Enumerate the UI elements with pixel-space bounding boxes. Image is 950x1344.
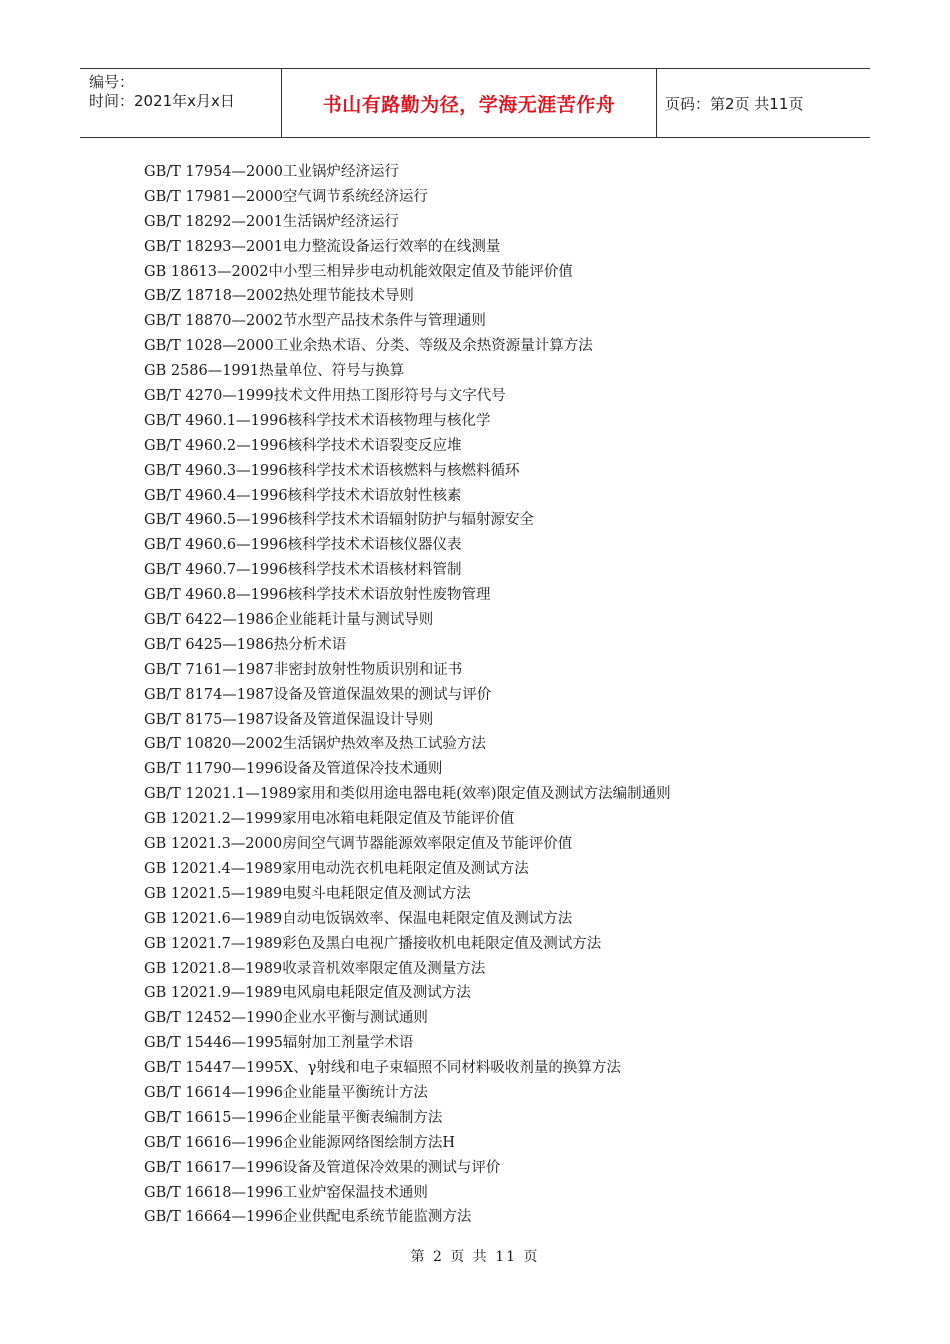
header-page-info: 页码：第2页 共11页 bbox=[665, 94, 804, 113]
standard-item: GB/T 4960.7—1996核科学技术术语核材料管制 bbox=[144, 562, 462, 579]
standard-item: GB/T 16614—1996企业能量平衡统计方法 bbox=[144, 1084, 428, 1101]
standard-item: GB/T 18293—2001电力整流设备运行效率的在线测量 bbox=[144, 238, 501, 255]
time-label: 时间：2021年x月x日 bbox=[89, 92, 235, 110]
standard-item: GB 12021.4—1989家用电动洗衣机电耗限定值及测试方法 bbox=[144, 860, 529, 877]
page-footer: 第 2 页 共 11 页 bbox=[410, 1249, 540, 1265]
standard-item: GB 12021.7—1989彩色及黑白电视广播接收机电耗限定值及测试方法 bbox=[144, 935, 602, 952]
standard-item: GB/T 16664—1996企业供配电系统节能监测方法 bbox=[144, 1209, 472, 1226]
standard-item: GB/T 1028—2000工业余热术语、分类、等级及余热资源量计算方法 bbox=[144, 338, 593, 355]
code-label: 编号： bbox=[89, 73, 135, 91]
standard-item: GB/T 15447—1995X、γ射线和电子束辐照不同材料吸收剂量的换算方法 bbox=[144, 1060, 621, 1077]
standard-item: GB/T 12021.1—1989家用和类似用途电器电耗(效率)限定值及测试方法编制通则 bbox=[144, 786, 671, 803]
standards-list bbox=[144, 160, 864, 1230]
standard-item: GB/T 11790—1996设备及管道保冷技术通则 bbox=[144, 761, 443, 778]
standard-item: GB/T 4960.5—1996核科学技术术语辐射防护与辐射源安全 bbox=[144, 512, 535, 529]
standard-item: GB 18613—2002中小型三相异步电动机能效限定值及节能评价值 bbox=[144, 263, 573, 280]
standard-item: GB/T 15446—1995辐射加工剂量学术语 bbox=[144, 1035, 414, 1052]
standard-item: GB/T 4960.1—1996核科学技术术语核物理与核化学 bbox=[144, 412, 491, 429]
standard-item: GB/T 8174—1987设备及管道保温效果的测试与评价 bbox=[144, 686, 492, 703]
standard-item: GB/T 6422—1986企业能耗计量与测试导则 bbox=[144, 612, 434, 629]
standard-item: GB/T 18870—2002节水型产品技术条件与管理通则 bbox=[144, 313, 486, 330]
standard-item: GB 12021.2—1999家用电冰箱电耗限定值及节能评价值 bbox=[144, 811, 515, 828]
standard-item: GB/T 4960.3—1996核科学技术术语核燃料与核燃料循环 bbox=[144, 462, 520, 479]
standard-item: GB 2586—1991热量单位、符号与换算 bbox=[144, 363, 405, 380]
standard-item: GB/T 16615—1996企业能量平衡表编制方法 bbox=[144, 1109, 443, 1126]
standard-item: GB/T 16617—1996设备及管道保冷效果的测试与评价 bbox=[144, 1159, 501, 1176]
standard-item: GB/T 16616—1996企业能源网络图绘制方法H bbox=[144, 1134, 456, 1151]
header-meta bbox=[80, 69, 282, 137]
standard-item: GB/T 4960.6—1996核科学技术术语核仪器仪表 bbox=[144, 537, 462, 554]
standard-item: GB/T 7161—1987非密封放射性物质识别和证书 bbox=[144, 661, 463, 678]
standard-item: GB/T 8175—1987设备及管道保温设计导则 bbox=[144, 711, 434, 728]
standard-item: GB/T 17981—2000空气调节系统经济运行 bbox=[144, 188, 428, 205]
standard-item: GB 12021.8—1989收录音机效率限定值及测量方法 bbox=[144, 960, 486, 977]
standard-item: GB 12021.5—1989电熨斗电耗限定值及测试方法 bbox=[144, 885, 471, 902]
standard-item: GB/T 6425—1986热分析术语 bbox=[144, 636, 347, 653]
standard-item: GB/T 10820—2002生活锅炉热效率及热工试验方法 bbox=[144, 736, 486, 753]
standard-item: GB/T 4960.8—1996核科学技术术语放射性废物管理 bbox=[144, 587, 491, 604]
standard-item: GB/T 4960.4—1996核科学技术术语放射性核素 bbox=[144, 487, 462, 504]
header-motto: 书山有路勤为径，学海无涯苦作舟 bbox=[282, 69, 657, 137]
standard-item: GB/T 4270—1999技术文件用热工图形符号与文字代号 bbox=[144, 388, 506, 405]
standard-item: GB 12021.6—1989自动电饭锅效率、保温电耗限定值及测试方法 bbox=[144, 910, 573, 927]
standard-item: GB 12021.3—2000房间空气调节器能源效率限定值及节能评价值 bbox=[144, 836, 573, 853]
standard-item: GB/T 16618—1996工业炉窑保温技术通则 bbox=[144, 1184, 428, 1201]
standard-item: GB/T 4960.2—1996核科学技术术语裂变反应堆 bbox=[144, 437, 462, 454]
page-header bbox=[80, 68, 870, 138]
standard-item: GB/T 18292—2001生活锅炉经济运行 bbox=[144, 213, 399, 230]
standard-item: GB/Z 18718—2002热处理节能技术导则 bbox=[144, 288, 414, 305]
standard-item: GB 12021.9—1989电风扇电耗限定值及测试方法 bbox=[144, 985, 471, 1002]
standard-item: GB/T 12452—1990企业水平衡与测试通则 bbox=[144, 1010, 428, 1027]
standard-item: GB/T 17954—2000工业锅炉经济运行 bbox=[144, 164, 399, 180]
